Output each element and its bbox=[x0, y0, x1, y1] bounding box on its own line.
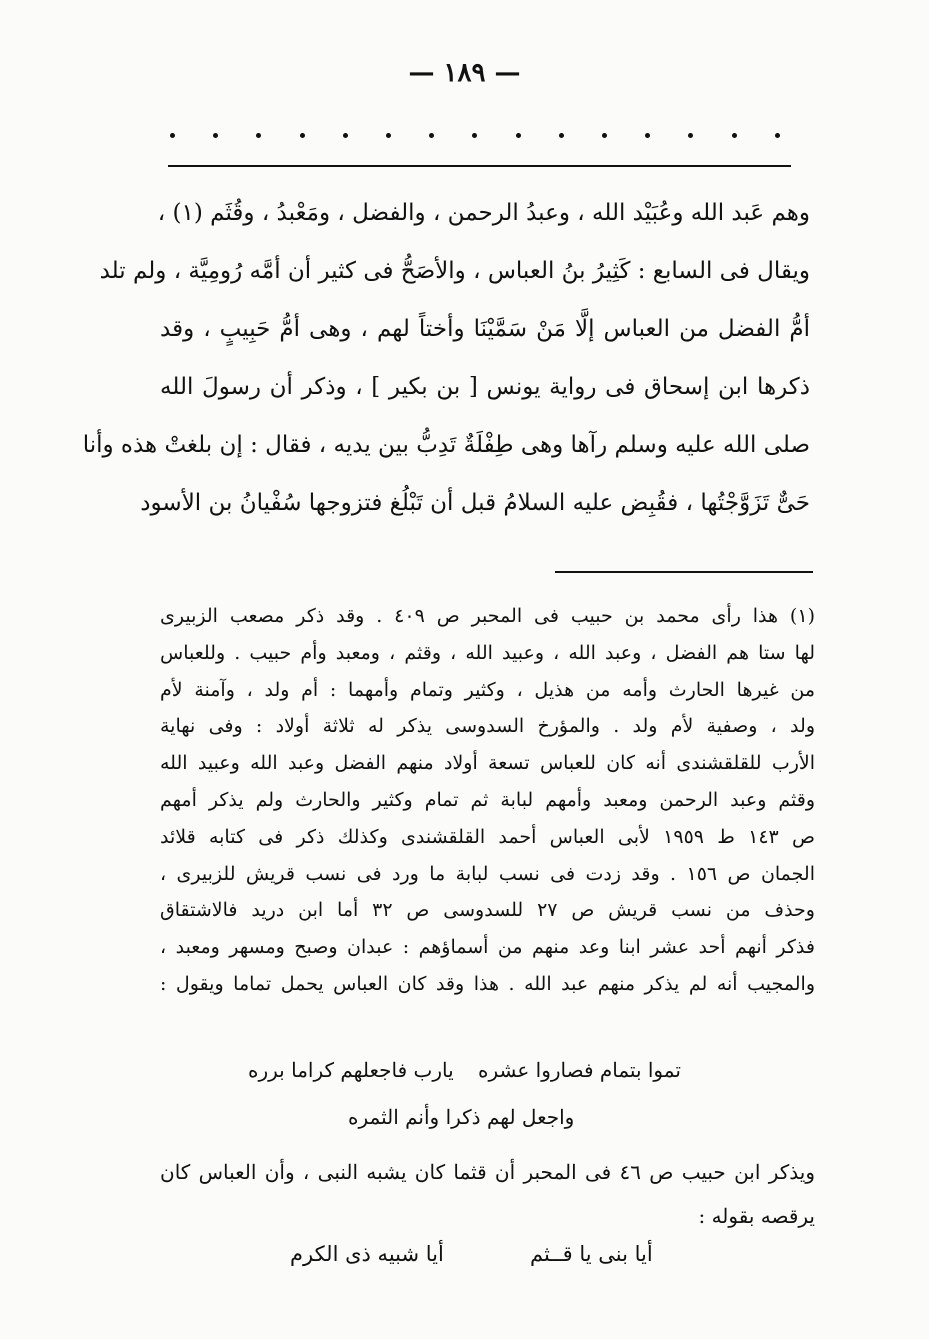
footnote-line: لها ستا هم الفضل ، وعبد الله ، وعبيد الله ، وقثم ، ومعبد وأم حبيب . وللعباس bbox=[160, 641, 815, 664]
footnote-line: ولد ، وصفية لأم ولد . والمؤرخ السدوسى يذكر له ثلاثة أولاد : وفى نهاية bbox=[160, 715, 815, 738]
footnote-line: ص ١٤٣ ط ١٩٥٩ لأبى العباس أحمد القلقشندى وكذلك ذكر فى كتابه قلائد bbox=[160, 825, 816, 848]
footnote-rule bbox=[555, 571, 813, 573]
footnote bbox=[160, 598, 815, 1003]
footnote-line: فذكر أنهم أحد عشر ابنا وعد منهم من أسماؤهم : عبدان وصبح ومسهر ومعبد ، bbox=[160, 936, 815, 959]
footnote-line: وحذف من نسب قريش ص ٢٧ للسدوسى ص ٣٢ أما ابن دريد فالاشتقاق bbox=[160, 899, 815, 922]
footnote-line: الأرب للقلقشندى أنه كان للعباس تسعة أولاد منهم الفضل وعبد الله وعبيد الله bbox=[160, 752, 815, 775]
footnote-line: يرقصه بقوله : bbox=[698, 1204, 815, 1228]
footnote-line: الجمان ص ١٥٦ . وقد زدت فى نسب لبابة ما ورد فى نسب قريش للزبيرى ، bbox=[160, 862, 815, 885]
text-line: صلى الله عليه وسلم رآها وهى طِفْلَةٌ تَدِبُّ بين يديه ، فقال : إن بلغتْ هذه وأنا bbox=[82, 432, 810, 458]
verse-1-first-hemistich: تموا بتمام فصاروا عشره bbox=[478, 1058, 681, 1082]
footnote-line: والمجيب أنه لم يذكر منهم عبد الله . هذا وقد كان العباس يحمل تماما ويقول : bbox=[160, 972, 815, 995]
footnote-line: من غيرها الحارث وأمه من هذيل ، وكثير وتمام وأمهما : أم ولد ، وآمنة لأم bbox=[160, 678, 815, 701]
text-line: ويقال فى السابع : كَثِيرُ بنُ العباس ، والأصَحُّ فى كثير أن أمَّه رُومِيَّة ، ولم تلد bbox=[99, 258, 810, 284]
verse-2-first-hemistich: أيا بنى يا قــثم bbox=[530, 1242, 653, 1266]
verse-1-third-line: واجعل لهم ذكرا وأنم الثمره bbox=[348, 1105, 575, 1129]
verse-2-second-hemistich: أيا شبيه ذى الكرم bbox=[290, 1242, 444, 1266]
main-text bbox=[82, 184, 810, 532]
verse-1-second-hemistich: يارب فاجعلهم كراما برره bbox=[248, 1058, 454, 1082]
top-rule bbox=[168, 165, 791, 167]
text-line: ذكرها ابن إسحاق فى رواية يونس [ بن بكير ] ، وذكر أن رسولَ الله bbox=[160, 374, 810, 400]
text-line: أمُّ الفضل من العباس إلَّا مَنْ سَمَّيْنَا وأختاً لهم ، وهى أمُّ حَبِيبٍ ، وقد bbox=[160, 316, 810, 342]
dotted-separator bbox=[170, 133, 780, 138]
page-number: — ١٨٩ — bbox=[408, 58, 521, 88]
after-verse-text bbox=[160, 1150, 815, 1238]
footnote-line: (١) هذا رأى محمد بن حبيب فى المحبر ص ٤٠٩ . وقد ذكر مصعب الزبيرى bbox=[160, 605, 815, 627]
text-line: حَىٌّ تَزَوَّجْتُها ، فقُبِض عليه السلامُ قبل أن تَبْلُغ فتزوجها سُفْيانُ بن الأسود bbox=[140, 490, 810, 516]
footnote-line: ويذكر ابن حبيب ص ٤٦ فى المحبر أن قثما كان يشبه النبى ، وأن العباس كان bbox=[160, 1160, 815, 1184]
footnote-line: وقثم وعبد الرحمن ومعبد وأمهم لبابة ثم تمام وكثير والحارث ولم يذكر أمهم bbox=[160, 788, 815, 811]
text-line: وهم عَبد الله وعُبَيْد الله ، وعبدُ الرحمن ، والفضل ، ومَعْبدُ ، وقُثَم (١) ، bbox=[157, 200, 810, 226]
